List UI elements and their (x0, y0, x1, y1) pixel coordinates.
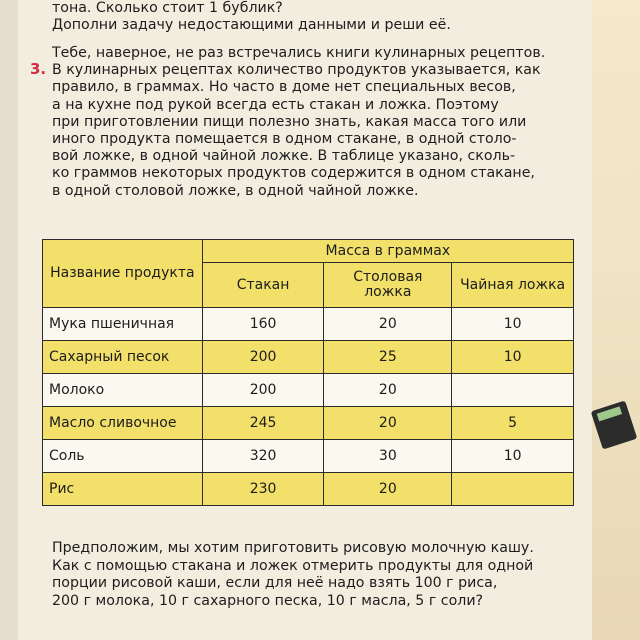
paragraph-line: а на кухне под рукой всегда есть стакан и ложка. Поэтому (52, 96, 499, 113)
teaspoon-value (452, 473, 574, 506)
paragraph-line: вой ложке, в одной чайной ложке. В таблице указано, сколь- (52, 148, 516, 165)
product-name: Мука пшеничная (43, 308, 203, 341)
product-mass-table (42, 239, 574, 506)
header-product-name-text: Название продукта (50, 265, 195, 281)
glass-value: 245 (202, 407, 324, 440)
left-margin (0, 0, 18, 640)
teaspoon-value: 10 (452, 341, 574, 374)
header-teaspoon: Чайная ложка (452, 263, 574, 308)
tablespoon-value: 20 (324, 308, 452, 341)
exercise-number: 3. (30, 60, 47, 78)
question-line: Как с помощью стакана и ложек отмерить продукты для одной (52, 557, 534, 574)
glass-value: 320 (202, 440, 324, 473)
glass-value: 230 (202, 473, 324, 506)
question-paragraph (52, 540, 534, 610)
tablespoon-value: 20 (324, 374, 452, 407)
product-name: Молоко (43, 374, 203, 407)
product-name: Рис (43, 473, 203, 506)
header-mass: Масса в граммах (202, 240, 573, 263)
paragraph-line: ко граммов некоторых продуктов содержится в одном стакане, (52, 165, 535, 182)
glass-value: 200 (202, 341, 324, 374)
teaspoon-value: 10 (452, 308, 574, 341)
header-glass: Стакан (202, 263, 324, 308)
previous-task-text (52, 0, 451, 34)
paragraph-line: иного продукта помещается в одном стакане, в одной столо- (52, 131, 517, 148)
paragraph-line: В кулинарных рецептах количество продуктов указывается, как (52, 62, 541, 79)
question-line: Предположим, мы хотим приготовить рисовую молочную кашу. (52, 540, 534, 556)
tablespoon-value: 30 (324, 440, 452, 473)
glass-value: 160 (202, 308, 324, 341)
paragraph-line: в одной столовой ложке, в одной чайной ложке. (52, 182, 419, 199)
paragraph-line: Тебе, наверное, не раз встречались книги кулинарных рецептов. (52, 45, 546, 61)
tablespoon-value: 25 (324, 341, 452, 374)
product-name: Сахарный песок (43, 341, 203, 374)
header-product-name (43, 240, 203, 308)
product-name: Масло сливочное (43, 407, 203, 440)
teaspoon-value (452, 374, 574, 407)
calculator-screen (597, 406, 622, 421)
tablespoon-value: 20 (324, 473, 452, 506)
teaspoon-value: 5 (452, 407, 574, 440)
teaspoon-value: 10 (452, 440, 574, 473)
paragraph-line: правило, в граммах. Но часто в доме нет специальных весов, (52, 79, 516, 96)
glass-value: 200 (202, 374, 324, 407)
paragraph-line: при приготовлении пищи полезно знать, какая масса того или (52, 113, 527, 130)
table-row (43, 308, 574, 341)
table-row (43, 440, 574, 473)
intro-line: тона. Сколько стоит 1 бублик? (52, 0, 283, 16)
table-row (43, 407, 574, 440)
product-name: Соль (43, 440, 203, 473)
calculator-illustration (591, 400, 638, 449)
header-tablespoon: Столовая ложка (324, 263, 452, 308)
intro-line: Дополни задачу недостающими данными и реши её. (52, 17, 451, 34)
question-line: 200 г молока, 10 г сахарного песка, 10 г масла, 5 г соли? (52, 592, 484, 609)
exercise-paragraph (52, 45, 545, 200)
table-row (43, 341, 574, 374)
tablespoon-value: 20 (324, 407, 452, 440)
illustration-strip (592, 0, 640, 640)
question-line: порции рисовой каши, если для неё надо взять 100 г риса, (52, 575, 498, 591)
table-row (43, 374, 574, 407)
table-row (43, 473, 574, 506)
